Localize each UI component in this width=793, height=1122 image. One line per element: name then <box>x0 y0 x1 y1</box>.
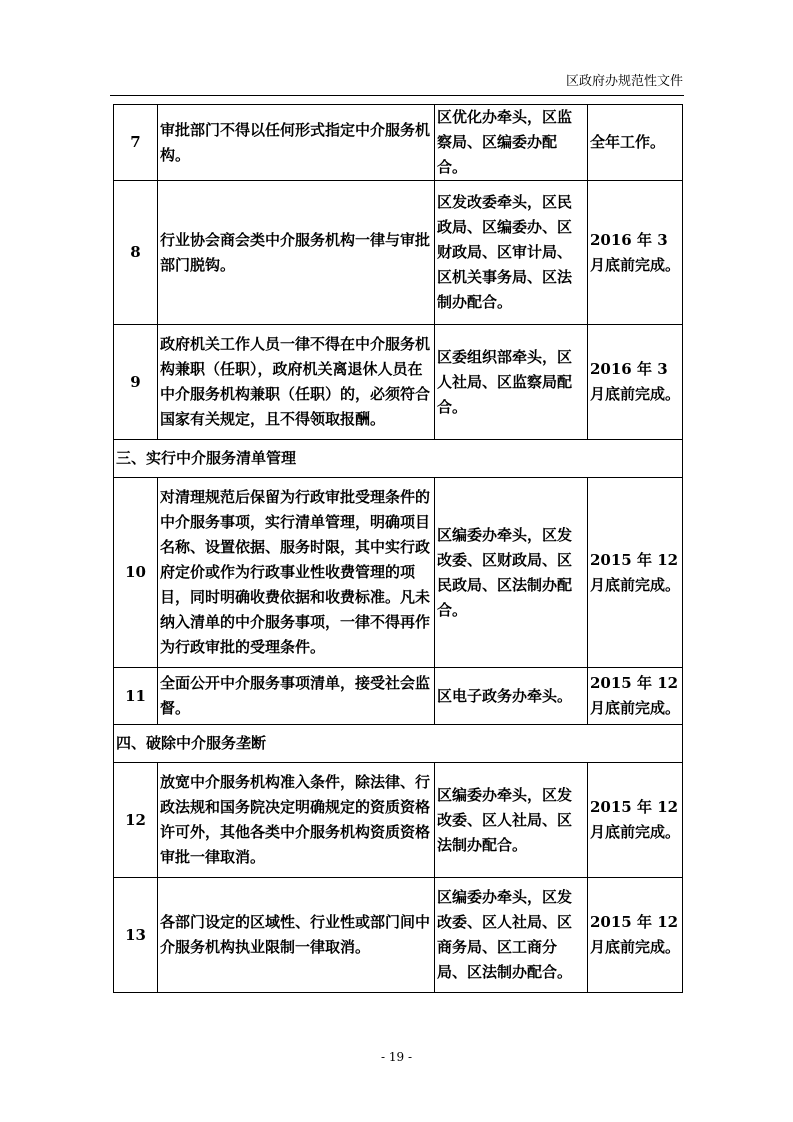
section-row <box>114 440 683 478</box>
task-cell: 政府机关工作人员一律不得在中介服务机构兼职（任职），政府机关离退休人员在中介服务机构兼职（任职）的，必须符合国家有关规定，且不得领取报酬。 <box>158 325 435 440</box>
deadline-cell: 2016 年 3 月底前完成。 <box>588 325 683 440</box>
task-cell: 审批部门不得以任何形式指定中介服务机构。 <box>158 105 435 181</box>
row-number: 10 <box>114 478 158 668</box>
responsible-cell: 区优化办牵头，区监察局、区编委办配合。 <box>435 105 588 181</box>
section-heading: 三、实行中介服务清单管理 <box>114 440 683 478</box>
responsible-cell: 区编委办牵头，区发改委、区财政局、区民政局、区法制办配合。 <box>435 478 588 668</box>
responsible-cell: 区编委办牵头，区发改委、区人社局、区商务局、区工商分局、区法制办配合。 <box>435 878 588 993</box>
table-row <box>114 668 683 725</box>
table-row <box>114 181 683 325</box>
row-number: 7 <box>114 105 158 181</box>
section-row <box>114 725 683 763</box>
row-number: 11 <box>114 668 158 725</box>
header-rule <box>110 95 684 96</box>
responsible-cell: 区电子政务办牵头。 <box>435 668 588 725</box>
section-heading: 四、破除中介服务垄断 <box>114 725 683 763</box>
row-number: 8 <box>114 181 158 325</box>
task-cell: 各部门设定的区域性、行业性或部门间中介服务机构执业限制一律取消。 <box>158 878 435 993</box>
table-row <box>114 325 683 440</box>
table-row <box>114 878 683 993</box>
responsible-cell: 区发改委牵头，区民政局、区编委办、区财政局、区审计局、区机关事务局、区法制办配合。 <box>435 181 588 325</box>
deadline-cell: 全年工作。 <box>588 105 683 181</box>
task-cell: 对清理规范后保留为行政审批受理条件的中介服务事项，实行清单管理，明确项目名称、设置依据、服务时限，其中实行政府定价或作为行政事业性收费管理的项目，同时明确收费依据和收费标准。凡未纳入清单的中介服务事项，一律不得再作为行政审批的受理条件。 <box>158 478 435 668</box>
responsible-cell: 区编委办牵头，区发改委、区人社局、区法制办配合。 <box>435 763 588 878</box>
deadline-cell: 2016 年 3 月底前完成。 <box>588 181 683 325</box>
row-number: 9 <box>114 325 158 440</box>
task-cell: 全面公开中介服务事项清单，接受社会监督。 <box>158 668 435 725</box>
task-table <box>113 104 683 993</box>
responsible-cell: 区委组织部牵头，区人社局、区监察局配合。 <box>435 325 588 440</box>
page-number: - 19 - <box>380 1050 412 1064</box>
task-cell: 行业协会商会类中介服务机构一律与审批部门脱钩。 <box>158 181 435 325</box>
deadline-cell: 2015 年 12 月底前完成。 <box>588 478 683 668</box>
document-header: 区政府办规范性文件 <box>565 74 683 89</box>
table-row <box>114 763 683 878</box>
deadline-cell: 2015 年 12 月底前完成。 <box>588 878 683 993</box>
task-cell: 放宽中介服务机构准入条件，除法律、行政法规和国务院决定明确规定的资质资格许可外，其他各类中介服务机构资质资格审批一律取消。 <box>158 763 435 878</box>
row-number: 13 <box>114 878 158 993</box>
table-row <box>114 105 683 181</box>
deadline-cell: 2015 年 12 月底前完成。 <box>588 668 683 725</box>
row-number: 12 <box>114 763 158 878</box>
deadline-cell: 2015 年 12 月底前完成。 <box>588 763 683 878</box>
table-row <box>114 478 683 668</box>
